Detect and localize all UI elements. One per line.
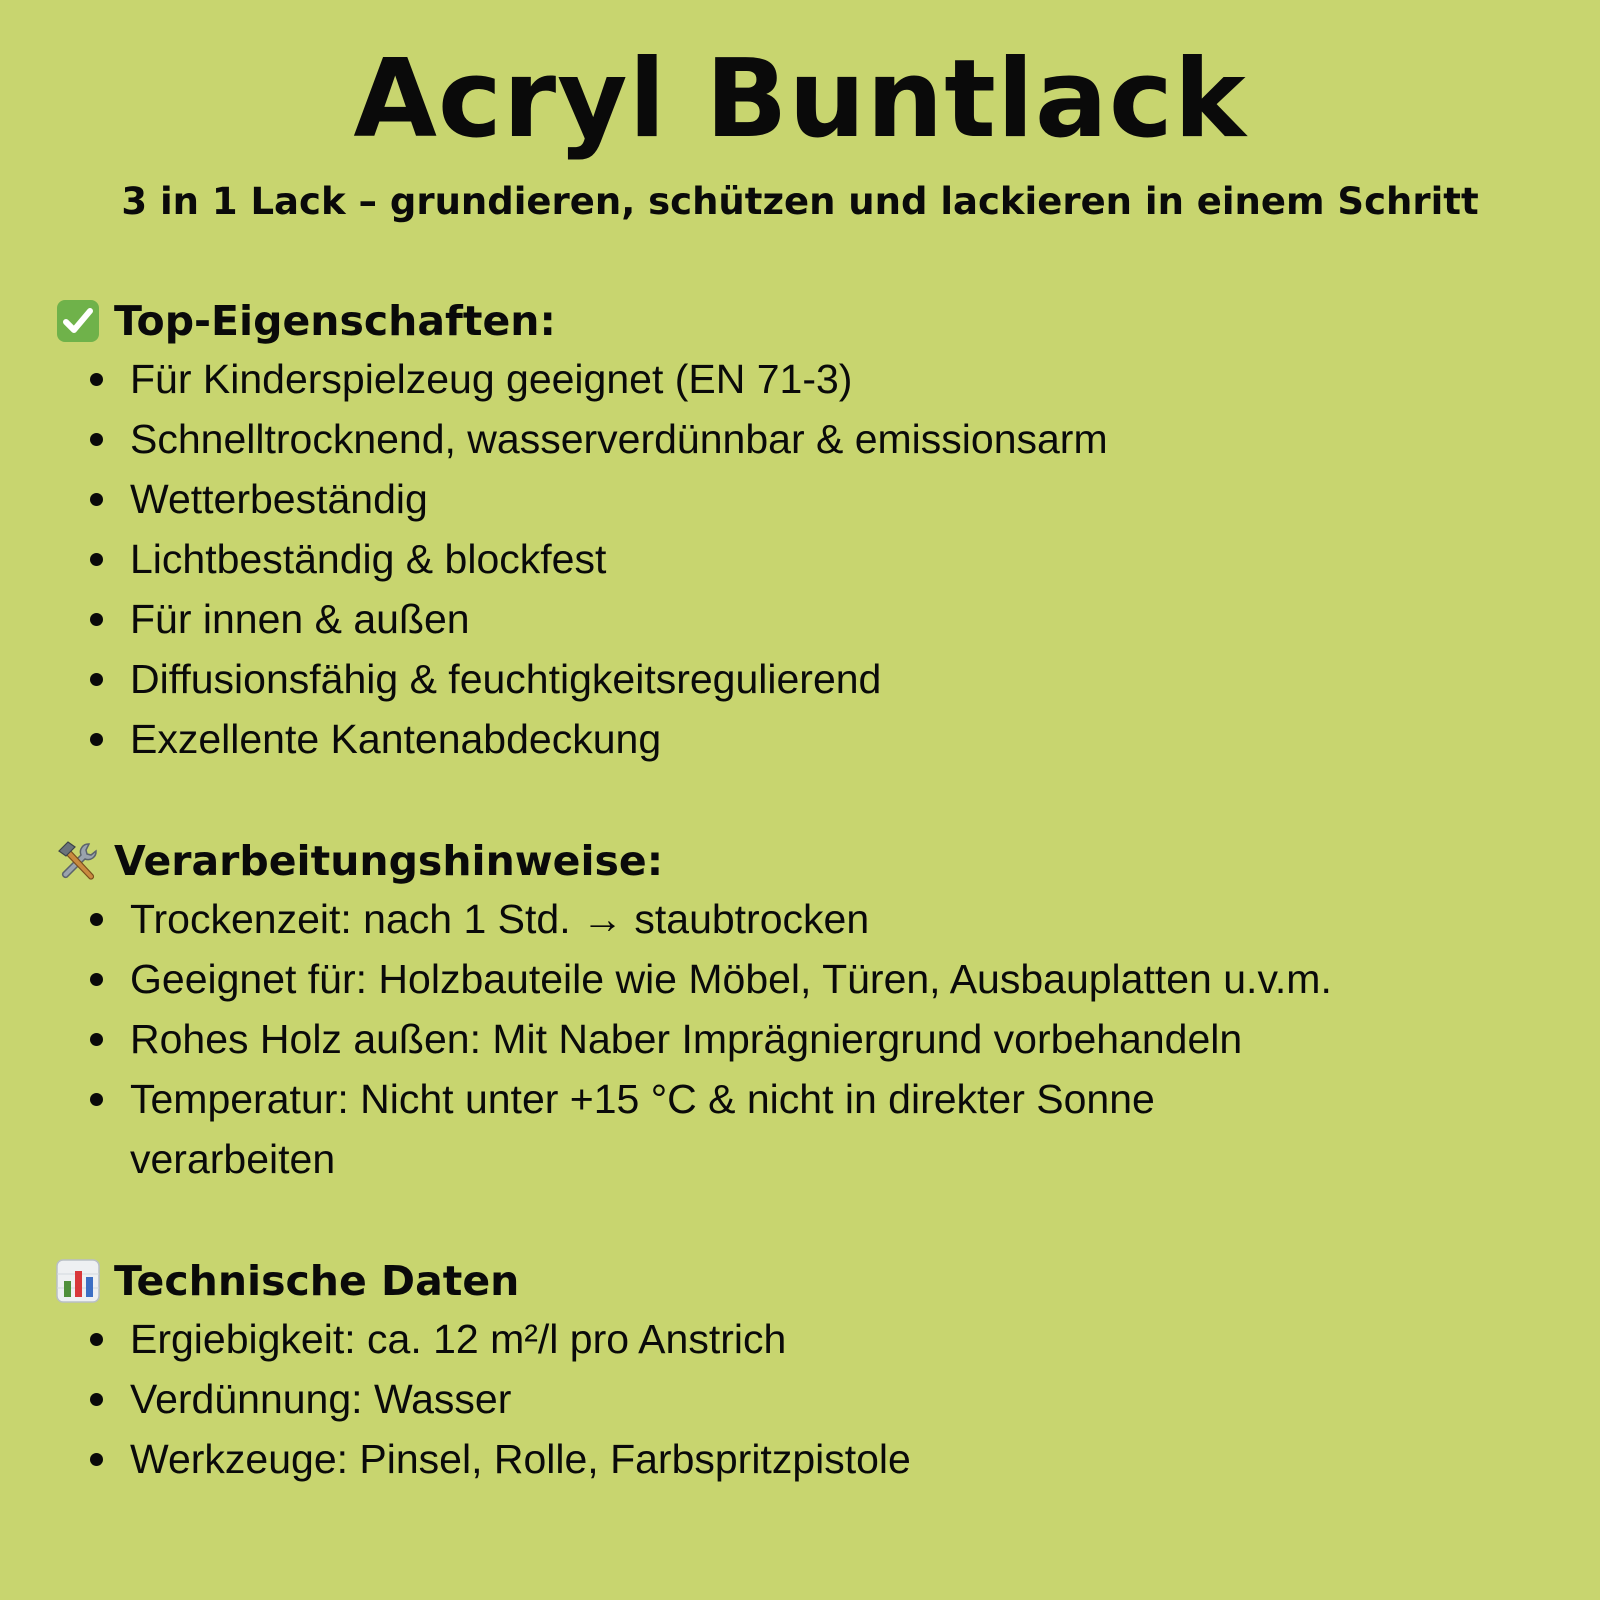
section-heading-text: Top-Eigenschaften:: [114, 297, 556, 345]
list-item: Werkzeuge: Pinsel, Rolle, Farbspritzpistole: [130, 1429, 1566, 1489]
list-item: Geeignet für: Holzbauteile wie Möbel, Türen, Ausbauplatten u.v.m.: [130, 949, 1566, 1009]
section-technical-data: [56, 1253, 1566, 1489]
section-processing-notes: [56, 833, 1566, 1189]
list-item: Temperatur: Nicht unter +15 °C & nicht in direkter Sonne verarbeiten: [130, 1069, 1350, 1189]
bullet-icon: [90, 553, 103, 566]
list-item: Exzellente Kantenabdeckung: [130, 709, 1566, 769]
bullet-icon: [90, 613, 103, 626]
bullet-icon: [90, 1333, 103, 1346]
check-mark-icon: [56, 299, 100, 343]
section-heading-text: Verarbeitungshinweise:: [114, 837, 664, 885]
list-item: Rohes Holz außen: Mit Naber Imprägniergrund vorbehandeln: [130, 1009, 1566, 1069]
bullet-icon: [90, 973, 103, 986]
bullet-icon: [90, 373, 103, 386]
bullet-icon: [90, 1453, 103, 1466]
section-heading: [56, 293, 1566, 349]
bullet-icon: [90, 1033, 103, 1046]
hammer-and-wrench-icon: [56, 839, 100, 883]
property-list: [56, 349, 1566, 769]
bullet-icon: [90, 433, 103, 446]
list-item: Schnelltrocknend, wasserverdünnbar & emissionsarm: [130, 409, 1566, 469]
list-item: Für innen & außen: [130, 589, 1566, 649]
page-subtitle: 3 in 1 Lack – grundieren, schützen und lackieren in einem Schritt: [121, 180, 1479, 223]
bullet-icon: [90, 1093, 103, 1106]
list-item: Verdünnung: Wasser: [130, 1369, 1566, 1429]
list-item: Ergiebigkeit: ca. 12 m²/l pro Anstrich: [130, 1309, 1566, 1369]
list-item: Wetterbeständig: [130, 469, 1566, 529]
bullet-icon: [90, 673, 103, 686]
list-item: Trockenzeit: nach 1 Std. → staubtrocken: [130, 889, 1566, 949]
section-heading: [56, 833, 1566, 889]
list-item: Für Kinderspielzeug geeignet (EN 71-3): [130, 349, 1566, 409]
bullet-icon: [90, 1393, 103, 1406]
section-top-properties: [56, 293, 1566, 769]
bullet-icon: [90, 493, 103, 506]
page-title: Acryl Buntlack: [353, 37, 1247, 162]
bullet-icon: [90, 913, 103, 926]
section-heading: [56, 1253, 1566, 1309]
list-item: Lichtbeständig & blockfest: [130, 529, 1566, 589]
technical-data-list: [56, 1309, 1566, 1489]
processing-list: [56, 889, 1566, 1189]
bar-chart-icon: [56, 1259, 100, 1303]
bullet-icon: [90, 733, 103, 746]
list-item: Diffusionsfähig & feuchtigkeitsregulierend: [130, 649, 1566, 709]
section-heading-text: Technische Daten: [114, 1257, 520, 1305]
